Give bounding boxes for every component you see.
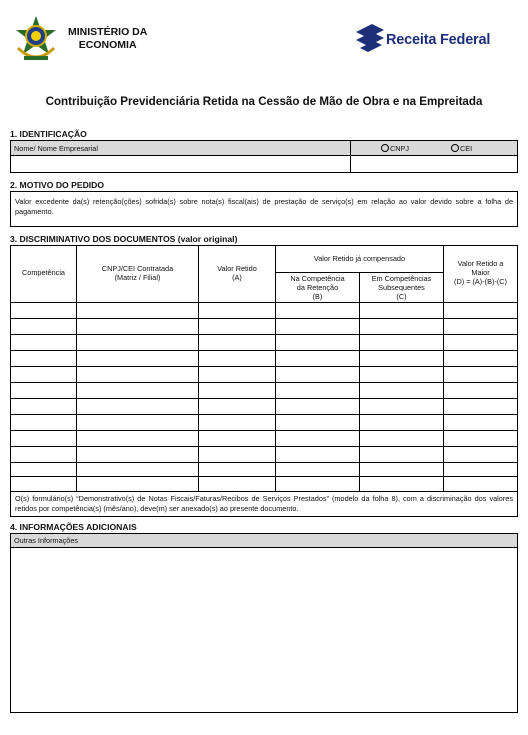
col-b-header [276,274,359,301]
cnpj-radio-icon[interactable] [381,144,389,152]
additional-info-label: Outras Informações [14,536,79,545]
col-c-line3: (C) [396,292,407,301]
ministry-name [68,26,147,52]
additional-info-box [10,533,518,713]
col-b-line2: da Retenção [296,283,339,292]
documents-footnote: O(s) formulário(s) “Demonstrativo(s) de Notas Fiscais/Faturas/Recibos de Serviços Prestados” (modelo da folha 8), com a discriminação dos valores retidos por competência(s) (mês/ano), deve(m) ser anexado(s) ao presente documento. [15,494,513,513]
section2-title: 2. MOTIVO DO PEDIDO [10,180,105,190]
reason-box [10,191,518,227]
col-b-line1: Na Competência [290,274,345,283]
cnpj-cei-field[interactable] [352,157,516,171]
additional-info-field[interactable] [12,549,516,711]
documents-table [10,245,518,517]
cei-option-label: CEI [460,144,473,153]
col-cnpj-line1: CNPJ/CEI Contratada [101,264,174,273]
ministry-line2: ECONOMIA [78,39,137,51]
brand-name: Receita Federal [386,32,491,48]
section3-title: 3. DISCRIMINATIVO DOS DOCUMENTOS (valor original) [10,234,238,244]
coat-of-arms-logo [12,14,60,64]
col-c-header [360,274,443,301]
document-title: Contribuição Previdenciária Retida na Cessão de Mão de Obra e na Empreitada [45,95,483,108]
section1-title: 1. IDENTIFICAÇÃO [10,129,87,139]
cnpj-option[interactable] [381,144,409,153]
col-d-header [444,259,517,286]
cei-option[interactable] [451,144,472,153]
name-field[interactable] [12,157,348,171]
cei-radio-icon[interactable] [451,144,459,152]
col-d-line2: Maior [471,268,490,277]
col-valor-line1: Valor Retido [217,264,257,273]
col-valor-line2: (A) [232,273,242,282]
col-d-line3: (D) = (A)-(B)-(C) [454,277,507,286]
receita-federal-logo-icon [354,22,386,56]
col-b-line3: (B) [312,292,323,301]
col-competencia: Competência [22,268,65,277]
col-c-line2: Subsequentes [378,283,425,292]
col-cnpj-header [77,264,198,282]
col-c-line1: Em Competências [371,274,432,283]
group-compensado: Valor Retido já compensado [313,254,406,263]
ministry-line1: MINISTÉRIO DA [68,26,148,38]
cnpj-option-label: CNPJ [390,144,410,153]
name-label: Nome/ Nome Empresarial [14,144,98,153]
identification-box [10,140,518,173]
col-cnpj-line2: (Matriz / Filial) [114,273,161,282]
col-d-line1: Valor Retido a [457,259,504,268]
section4-title: 4. INFORMAÇÕES ADICIONAIS [10,522,137,532]
col-valor-header [199,264,275,282]
reason-text: Valor excedente da(s) retenção(ções) sofrida(s) sobre nota(s) fiscal(ais) de prestação de serviço(s) em relação ao valor devido sobre a folha de pagamento. [15,197,513,216]
